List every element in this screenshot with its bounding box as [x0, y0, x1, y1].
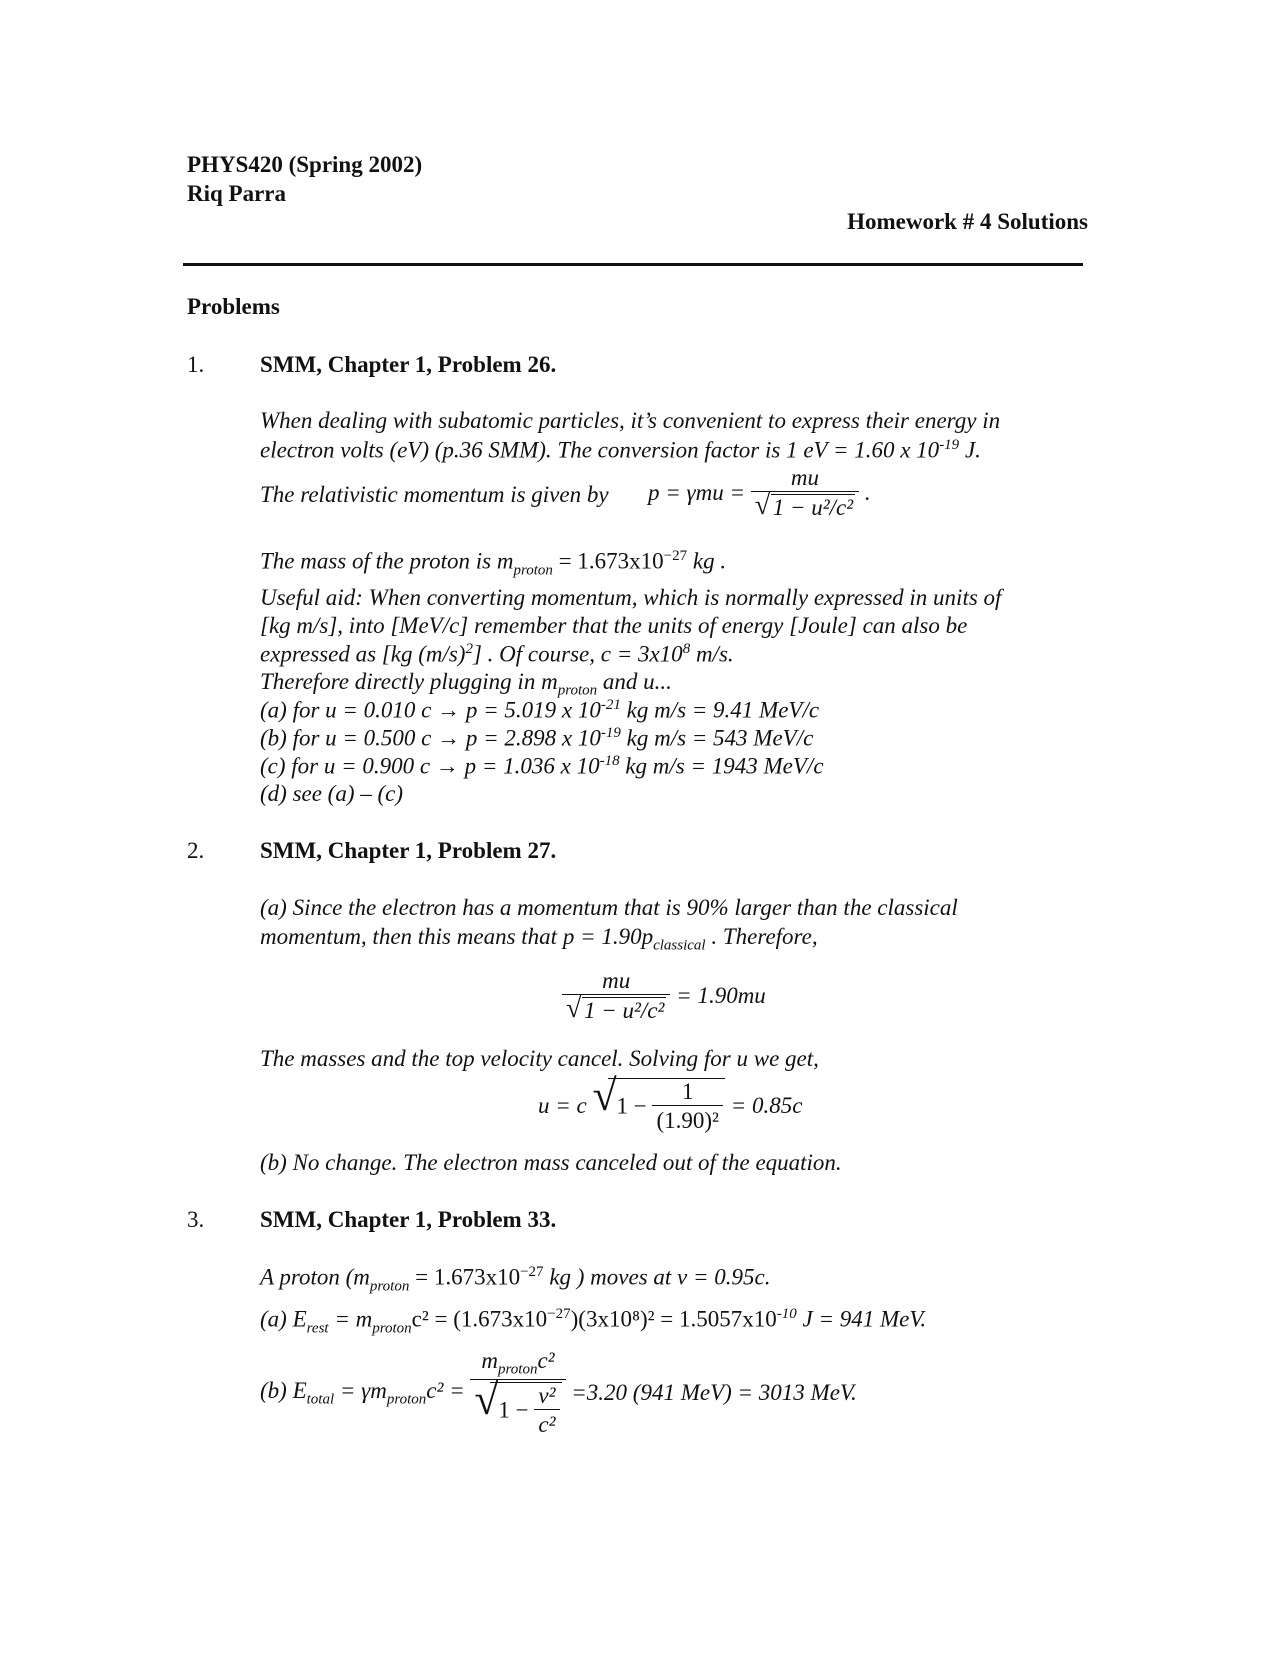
p1-intro-line2: electron volts (eV) (p.36 SMM). The conversion factor is 1 eV = 1.60 x $10^{-19}$ J. [260, 437, 981, 463]
document-title: Homework # 4 Solutions [847, 209, 1088, 234]
p1-mass-line: The mass of the proton is $m_{proton} = 1.673x10^{-27}$ kg . [260, 548, 727, 579]
p2-equation-1: mu √ 1 − u²/c² = 1.90mu [562, 968, 766, 1024]
p3-part-a: (a) $E_{rest} = m_{proton}c^2 = (1.673x10^{-27})(3x10^8)^2 = 1.5057x10^{-10}$ J = 941 MeV. [260, 1306, 927, 1337]
p1-plug-line: Therefore directly plugging in $m_{proton}$ and u... [260, 669, 672, 699]
p1-part-a: (a) for u = 0.010 c → p = 5.019 x $10^{-21}$ kg m/s = 9.41 MeV/c [260, 697, 820, 723]
p1-aid-line1: Useful aid: When converting momentum, which is normally expressed in units of [260, 585, 1002, 610]
p3-part-b: (b) $E_{total} = \gamma m_{proton}c^2$ = $m_{proton}c^2$ √ 1 − $\frac{\text{v²}}{\text{c²}}$ =3.20 (941 MeV) = 3013 MeV. [260, 1348, 857, 1437]
p2-line1: (a) Since the electron has a momentum that is 90% larger than the classical [260, 895, 958, 920]
p3-line1: A proton ($m_{proton} = 1.673x10^{-27}$ kg ) moves at v = 0.95c. [260, 1264, 771, 1295]
p2-equation-2: u = c √ 1 − $\frac{1}{\text{(1.90)²}}$ = 0.85c [538, 1071, 803, 1133]
p1-part-c: (c) for u = 0.900 c → p = 1.036 x $10^{-18}$ kg m/s = 1943 MeV/c [260, 753, 824, 779]
p1-intro-line1: When dealing with subatomic particles, it’s convenient to express their energy in [260, 408, 1001, 433]
problem-2-number: 2. [187, 838, 205, 863]
problem-3-title: SMM, Chapter 1, Problem 33. [260, 1207, 557, 1232]
header-rule [183, 263, 1083, 266]
course-title: PHYS420 (Spring 2002) [187, 152, 423, 177]
problem-1-title: SMM, Chapter 1, Problem 26. [260, 352, 557, 377]
author-name: Riq Parra [187, 181, 287, 206]
problem-3-number: 3. [187, 1207, 205, 1232]
p1-aid-line3: expressed as [kg $(m/s)^2$] . Of course, $c = 3x10^8$ m/s. [260, 641, 734, 667]
p2-line4: (b) No change. The electron mass canceled out of the equation. [260, 1150, 842, 1175]
section-title: Problems [187, 294, 280, 319]
problem-2-title: SMM, Chapter 1, Problem 27. [260, 838, 557, 863]
p2-line3: The masses and the top velocity cancel. Solving for u we get, [260, 1046, 819, 1071]
p2-line2: momentum, then this means that $p = 1.90p_{classical}$ . Therefore, [260, 924, 818, 954]
p1-momentum-label: The relativistic momentum is given by [260, 482, 609, 507]
p1-momentum-equation: p = γmu = mu √ 1 − u²/c² . [648, 465, 871, 521]
p1-aid-line2: [kg m/s], into [MeV/c] remember that the units of energy [Joule] can also be [260, 613, 968, 638]
problem-1-number: 1. [187, 352, 205, 377]
p1-part-d: (d) see (a) – (c) [260, 781, 404, 806]
p1-part-b: (b) for u = 0.500 c → p = 2.898 x $10^{-19}$ kg m/s = 543 MeV/c [260, 725, 814, 751]
